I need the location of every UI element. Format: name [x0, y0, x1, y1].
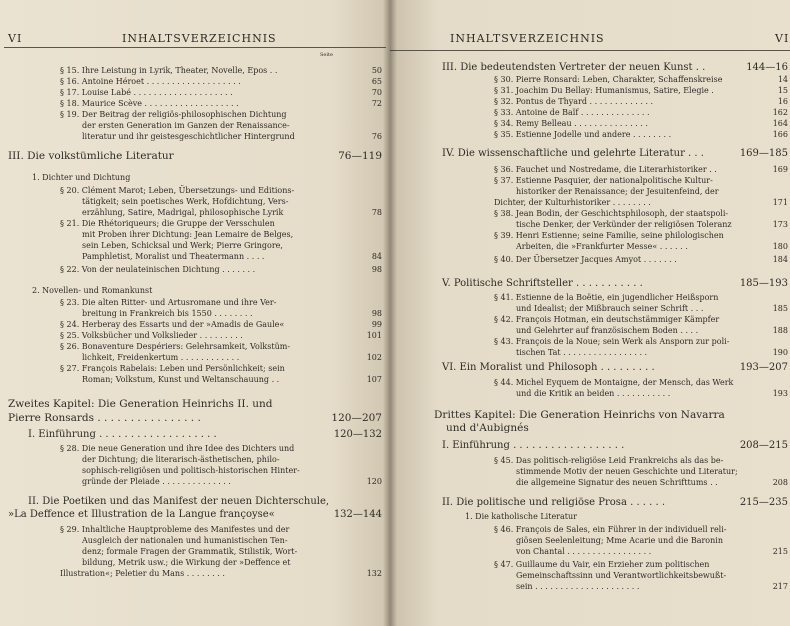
toc-entry: stimmende Motiv der neuen Geschichte und Literatur;: [516, 467, 738, 476]
toc-page-number: 120—207: [331, 412, 382, 424]
toc-entry: § 24. Herberay des Essarts und der »Amadis de Gaule«: [60, 320, 285, 329]
toc-page-number: 173: [772, 220, 788, 229]
toc-page-number: 101: [366, 331, 382, 340]
toc-page-number: 185: [772, 304, 788, 313]
toc-entry: »La Deffence et Illustration de la Langue françoyse«: [8, 509, 275, 520]
toc-page-number: 15: [777, 86, 788, 95]
toc-entry: und die Kritik an beiden . . . . . . . . . . .: [516, 389, 671, 398]
toc-page-number: 65: [371, 77, 382, 86]
toc-entry: § 32. Pontus de Thyard . . . . . . . . . . . . .: [494, 97, 654, 106]
left-page-number: VI: [8, 32, 23, 45]
toc-entry: tischen Tat . . . . . . . . . . . . . . . . .: [516, 348, 648, 357]
toc-page-number: 16: [777, 97, 788, 106]
toc-entry: sein Leben, Schicksal und Werk; Pierre Gringore,: [82, 241, 283, 250]
toc-entry: § 39. Henri Estienne; seine Familie, seine philologischen: [494, 231, 724, 240]
toc-entry: der ersten Generation im Ganzen der Renaissance-: [82, 121, 290, 130]
toc-entry: III. Die volkstümliche Literatur: [8, 150, 174, 162]
toc-entry: § 26. Bonaventure Despériers: Gelehrsamkeit, Volkstüm-: [60, 342, 291, 351]
toc-entry: § 17. Louise Labé . . . . . . . . . . . . . . . . . . . .: [60, 88, 233, 97]
toc-entry: § 27. François Rabelais: Leben und Persönlichkeit; sein: [60, 364, 285, 373]
toc-entry: VI. Ein Moralist und Philosoph . . . . . . . . .: [442, 362, 655, 373]
toc-entry: I. Einführung . . . . . . . . . . . . . . . . . .: [442, 440, 625, 451]
right-header-rule: [390, 50, 790, 51]
toc-entry: sophisch-religiösen und politisch-historischen Hinter-: [82, 466, 300, 475]
right-running-title: INHALTSVERZEICHNIS: [450, 32, 605, 45]
toc-entry: Dichter, der Kulturhistoriker . . . . . . . .: [494, 198, 651, 207]
toc-page-number: 180: [772, 242, 788, 251]
right-page: [390, 0, 790, 626]
toc-entry: bildung, Metrik usw.; die Wirkung der »Deffence et: [82, 558, 291, 567]
toc-entry: 2. Novellen- und Romankunst: [32, 286, 153, 295]
toc-entry: die allgemeine Signatur des neuen Schrifttums . .: [516, 478, 718, 487]
toc-entry: Roman; Volkstum, Kunst und Weltanschauung . .: [82, 375, 280, 384]
toc-entry: Gemeinschaftssinn und Verantwortlichkeitsbewußt-: [516, 571, 727, 580]
toc-page-number: 190: [772, 348, 788, 357]
toc-entry: und d'Aubignés: [446, 422, 529, 434]
toc-page-number: 78: [371, 208, 382, 217]
toc-page-number: 162: [772, 108, 788, 117]
toc-entry: § 19. Der Beitrag der religiös-philosophischen Dichtung: [60, 110, 287, 119]
toc-entry: § 29. Inhaltliche Hauptprobleme des Manifestes und der: [60, 525, 290, 534]
toc-entry: giösen Seelenleitung; Mme Acarie und die Baronin: [516, 536, 723, 545]
toc-entry: § 18. Maurice Scève . . . . . . . . . . . . . . . . . . .: [60, 99, 239, 108]
toc-entry: und Idealist; der Mißbrauch seiner Schrift . . .: [516, 304, 704, 313]
toc-page-number: 164: [772, 119, 788, 128]
toc-entry: Zweites Kapitel: Die Generation Heinrichs II. und: [8, 398, 273, 410]
toc-entry: Arbeiten, die »Frankfurter Messe« . . . . . .: [516, 242, 688, 251]
toc-page-number: 215: [772, 547, 788, 556]
toc-page-number: 171: [772, 198, 788, 207]
toc-entry: § 45. Das politisch-religiöse Leid Frankreichs als das be-: [494, 456, 724, 465]
toc-page-number: 193—207: [739, 362, 788, 373]
toc-page-number: 98: [371, 309, 382, 318]
toc-page-number: 217: [772, 582, 788, 591]
toc-entry: § 16. Antoine Héroet . . . . . . . . . . . . . . . . . . .: [60, 77, 241, 86]
toc-entry: gründe der Pleiade . . . . . . . . . . . . . .: [82, 477, 231, 486]
toc-page-number: 215—235: [739, 497, 788, 508]
toc-entry: mit Proben ihrer Dichtung: Jean Lemaire de Belges,: [82, 230, 294, 239]
toc-page-number: 72: [371, 99, 382, 108]
toc-entry: § 47. Guillaume du Vair, ein Erzieher zum politischen: [494, 560, 710, 569]
toc-page-number: 70: [371, 88, 382, 97]
toc-page-number: 185—193: [739, 278, 788, 289]
toc-entry: Illustration«; Peletier du Mans . . . . . . . .: [60, 569, 225, 578]
toc-entry: erzählung, Satire, Madrigal, philosophische Lyrik: [82, 208, 284, 217]
toc-entry: § 43. François de la Noue; sein Werk als Ansporn zur poli-: [494, 337, 730, 346]
toc-page-number: 50: [371, 66, 382, 75]
toc-entry: § 42. François Hotman, ein deutschstämmiger Kämpfer: [494, 315, 720, 324]
toc-entry: Ausgleich der nationalen und humanistischen Ten-: [82, 536, 288, 545]
toc-entry: § 35. Estienne Jodelle und andere . . . . . . . .: [494, 130, 672, 139]
toc-page-number: 14: [777, 75, 788, 84]
toc-entry: Drittes Kapitel: Die Generation Heinrichs von Navarra: [434, 409, 725, 421]
toc-page-number: 208—215: [739, 440, 788, 451]
toc-entry: § 36. Fauchet und Nostredame, die Literarhistoriker . .: [494, 165, 717, 174]
toc-entry: der Dichtung; die literarisch-ästhetischen, philo-: [82, 455, 280, 464]
left-header-rule: [4, 47, 386, 48]
toc-entry: § 41. Estienne de la Boëtie, ein jugendlicher Heißsporn: [494, 293, 719, 302]
seite-label: Seite: [320, 52, 333, 58]
toc-entry: § 38. Jean Bodin, der Geschichtsphilosoph, der staatspoli-: [494, 209, 729, 218]
toc-page-number: 132—144: [333, 509, 382, 520]
right-page-number: VI: [775, 32, 790, 45]
toc-entry: § 28. Die neue Generation und ihre Idee des Dichters und: [60, 444, 295, 453]
toc-page-number: 188: [772, 326, 788, 335]
toc-entry: § 15. Ihre Leistung in Lyrik, Theater, Novelle, Epos . .: [60, 66, 278, 75]
toc-entry: literatur und ihr geistesgeschichtlicher Hintergrund: [82, 132, 295, 141]
toc-entry: § 44. Michel Eyquem de Montaigne, der Mensch, das Werk: [494, 378, 734, 387]
toc-page-number: 120—132: [333, 429, 382, 440]
left-running-title: INHALTSVERZEICHNIS: [122, 32, 277, 45]
toc-entry: II. Die politische und religiöse Prosa . . . . . .: [442, 497, 666, 508]
toc-entry: denz; formale Fragen der Grammatik, Stilistik, Wort-: [82, 547, 298, 556]
toc-entry: und Gelehrter auf französischem Boden . . . .: [516, 326, 699, 335]
toc-entry: § 31. Joachim Du Bellay: Humanismus, Satire, Elegie .: [494, 86, 714, 95]
toc-entry: sein . . . . . . . . . . . . . . . . . . . . .: [516, 582, 640, 591]
toc-entry: 1. Dichter und Dichtung: [32, 173, 131, 182]
toc-entry: Pamphletist, Moralist und Theatermann . . . .: [82, 252, 265, 261]
toc-entry: von Chantal . . . . . . . . . . . . . . . . .: [516, 547, 652, 556]
toc-entry: lichkeit, Freidenkertum . . . . . . . . . . . .: [82, 353, 240, 362]
toc-entry: § 30. Pierre Ronsard: Leben, Charakter, Schaffenskreise: [494, 75, 723, 84]
toc-entry: IV. Die wissenschaftliche und gelehrte Literatur . . .: [442, 148, 704, 159]
toc-page-number: 102: [366, 353, 382, 362]
toc-page-number: 169: [772, 165, 788, 174]
toc-entry: § 25. Volksbücher und Volkslieder . . . . . . . . .: [60, 331, 243, 340]
toc-page-number: 169—185: [739, 148, 788, 159]
toc-entry: breitung in Frankreich bis 1550 . . . . . . . .: [82, 309, 253, 318]
toc-page-number: 208: [772, 478, 788, 487]
toc-entry: § 20. Clément Marot; Leben, Übersetzungs- und Editions-: [60, 186, 295, 195]
toc-page-number: 76—119: [338, 150, 382, 162]
toc-page-number: 184: [772, 255, 788, 264]
toc-page-number: 84: [371, 252, 382, 261]
toc-entry: § 22. Von der neulateinischen Dichtung . . . . . . .: [60, 265, 256, 274]
toc-entry: tische Denker, der Verkünder der religiösen Toleranz: [516, 220, 732, 229]
toc-entry: § 33. Antoine de Baïf . . . . . . . . . . . . . .: [494, 108, 650, 117]
toc-page-number: 193: [772, 389, 788, 398]
toc-entry: historiker der Renaissance; der Jesuitenfeind, der: [516, 187, 719, 196]
toc-entry: 1. Die katholische Literatur: [465, 512, 577, 521]
toc-page-number: 120: [366, 477, 382, 486]
toc-entry: § 23. Die alten Ritter- und Artusromane und ihre Ver-: [60, 298, 277, 307]
toc-page-number: 99: [371, 320, 382, 329]
toc-entry: § 37. Estienne Pasquier, der nationalpolitische Kultur-: [494, 176, 713, 185]
toc-entry: I. Einführung . . . . . . . . . . . . . . . . . . .: [28, 429, 217, 440]
toc-entry: § 34. Remy Belleau . . . . . . . . . . . . . . .: [494, 119, 648, 128]
toc-entry: § 40. Der Übersetzer Jacques Amyot . . . . . . .: [494, 255, 677, 264]
toc-page-number: 107: [366, 375, 382, 384]
toc-entry: § 46. François de Sales, ein Führer in der individuell reli-: [494, 525, 727, 534]
toc-page-number: 144—16: [746, 62, 788, 73]
book-gutter: [383, 0, 397, 626]
toc-entry: V. Politische Schriftsteller . . . . . . . . . . .: [442, 278, 643, 289]
toc-page-number: 132: [366, 569, 382, 578]
toc-entry: tätigkeit; sein poetisches Werk, Hofdichtung, Vers-: [82, 197, 289, 206]
toc-page-number: 76: [371, 132, 382, 141]
toc-entry: § 21. Die Rhétoriqueurs; die Gruppe der Versschulen: [60, 219, 275, 228]
toc-entry: II. Die Poetiken und das Manifest der neuen Dichterschule,: [28, 496, 330, 507]
toc-page-number: 166: [772, 130, 788, 139]
toc-entry: Pierre Ronsards . . . . . . . . . . . . . . . .: [8, 412, 201, 424]
toc-page-number: 98: [371, 265, 382, 274]
left-page: [0, 0, 390, 626]
toc-entry: III. Die bedeutendsten Vertreter der neuen Kunst . .: [442, 62, 706, 73]
